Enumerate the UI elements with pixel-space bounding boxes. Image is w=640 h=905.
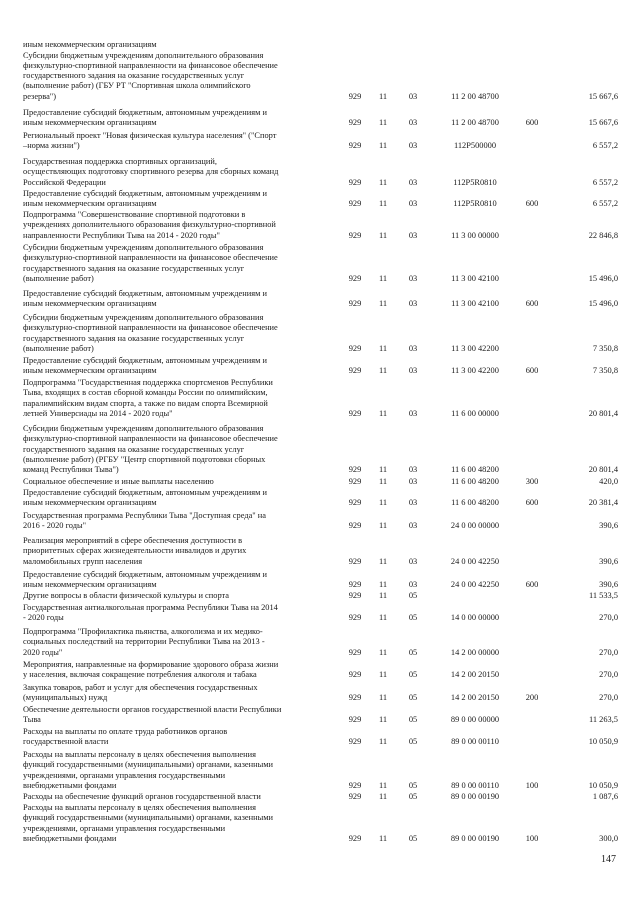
cell-pr: 03 bbox=[408, 477, 418, 486]
cell-sum: 22 846,8 bbox=[588, 230, 618, 240]
cell-sum: 20 801,4 bbox=[588, 465, 618, 474]
cell-sum: 390,6 bbox=[599, 556, 618, 566]
cell-csr: 24 0 00 00000 bbox=[450, 521, 500, 531]
cell-pr: 03 bbox=[408, 465, 418, 474]
cell-pr: 05 bbox=[408, 780, 418, 790]
cell-sum: 420,0 bbox=[599, 477, 618, 486]
cell-csr: 14 0 00 00000 bbox=[450, 613, 500, 623]
table-row bbox=[0, 243, 640, 284]
table-row bbox=[0, 660, 640, 681]
cell-pr: 03 bbox=[408, 91, 418, 101]
row-description: Субсидии бюджетным учреждениям дополнительного образования физкультурно-спортивной направленности на финансовое обеспечение государственного задания на оказание государственных услуг (выполнение работ) bbox=[23, 243, 278, 283]
row-description: Реализация мероприятий в сфере обеспечения доступности в приоритетных сферах жизнедеятельности инвалидов и других маломобильных групп населения bbox=[23, 536, 247, 566]
table-row bbox=[0, 627, 640, 658]
cell-vr: 600 bbox=[525, 299, 539, 309]
cell-ved: 929 bbox=[348, 715, 362, 725]
row-description: Региональный проект "Новая физическая культура населения" ("Спорт –норма жизни") bbox=[23, 131, 277, 151]
table-row bbox=[0, 108, 640, 129]
table-row bbox=[0, 424, 640, 475]
cell-csr: 11 3 00 42200 bbox=[451, 366, 499, 376]
cell-csr: 89 0 00 00190 bbox=[450, 833, 500, 843]
cell-pr: 05 bbox=[408, 737, 418, 747]
table-row bbox=[0, 705, 640, 726]
cell-sum: 15 667,6 bbox=[588, 118, 618, 128]
cell-csr: 11 3 00 00000 bbox=[451, 230, 499, 240]
cell-csr: 89 0 00 00110 bbox=[451, 780, 499, 790]
cell-sum: 11 533,5 bbox=[588, 591, 618, 600]
table-row bbox=[0, 792, 640, 802]
cell-vr: 600 bbox=[525, 366, 539, 376]
row-description: Социальное обеспечение и иные выплаты населению bbox=[23, 477, 214, 486]
cell-csr: 112P5R0810 bbox=[453, 177, 497, 187]
cell-rz: 11 bbox=[378, 408, 388, 418]
cell-ved: 929 bbox=[348, 273, 362, 283]
cell-ved: 929 bbox=[348, 199, 362, 209]
cell-vr: 200 bbox=[525, 693, 539, 703]
cell-pr: 03 bbox=[408, 366, 418, 376]
row-description: Предоставление субсидий бюджетным, автономным учреждениям и иным некоммерческим организациям bbox=[23, 488, 267, 508]
row-description: Государственная антиалкогольная программа Республики Тыва на 2014 - 2020 годы bbox=[23, 603, 278, 623]
cell-ved: 929 bbox=[348, 141, 362, 151]
cell-sum: 270,0 bbox=[599, 693, 618, 703]
cell-rz: 11 bbox=[378, 792, 388, 801]
cell-rz: 11 bbox=[378, 580, 388, 590]
row-description: Предоставление субсидий бюджетным, автономным учреждениям и иным некоммерческим организациям bbox=[23, 108, 267, 128]
row-description: Подпрограмма "Профилактика пьянства, алкоголизма и их медико- социальных последствий на территории Республики Тыва на 2013 - 2020 годы" bbox=[23, 627, 265, 657]
cell-rz: 11 bbox=[378, 299, 388, 309]
cell-pr: 03 bbox=[408, 498, 418, 508]
cell-pr: 03 bbox=[408, 299, 418, 309]
cell-rz: 11 bbox=[378, 780, 388, 790]
cell-ved: 929 bbox=[348, 792, 362, 801]
cell-csr: 14 2 00 20150 bbox=[450, 693, 500, 703]
cell-pr: 03 bbox=[408, 118, 418, 128]
cell-sum: 20 801,4 bbox=[588, 408, 618, 418]
table-row bbox=[0, 803, 640, 844]
cell-sum: 7 350,8 bbox=[592, 343, 618, 353]
cell-sum: 270,0 bbox=[599, 647, 618, 657]
cell-vr: 300 bbox=[525, 477, 539, 486]
cell-csr: 24 0 00 42250 bbox=[450, 580, 500, 590]
cell-pr: 03 bbox=[408, 556, 418, 566]
cell-pr: 05 bbox=[408, 613, 418, 623]
cell-pr: 05 bbox=[408, 693, 418, 703]
cell-rz: 11 bbox=[378, 670, 388, 680]
cell-ved: 929 bbox=[348, 230, 362, 240]
row-description: Предоставление субсидий бюджетным, автономным учреждениям и иным некоммерческим организациям bbox=[23, 570, 267, 590]
cell-csr: 11 3 00 42100 bbox=[451, 273, 499, 283]
table-row bbox=[0, 683, 640, 704]
cell-ved: 929 bbox=[348, 780, 362, 790]
cell-pr: 05 bbox=[408, 715, 418, 725]
cell-ved: 929 bbox=[348, 521, 362, 531]
cell-pr: 05 bbox=[408, 647, 418, 657]
cell-pr: 03 bbox=[408, 141, 418, 151]
cell-rz: 11 bbox=[378, 647, 388, 657]
page-number: 147 bbox=[601, 854, 616, 865]
cell-vr: 600 bbox=[525, 498, 539, 508]
cell-csr: 112P5R0810 bbox=[453, 199, 497, 209]
cell-rz: 11 bbox=[378, 91, 388, 101]
cell-rz: 11 bbox=[378, 591, 388, 600]
cell-pr: 03 bbox=[408, 580, 418, 590]
cell-vr: 600 bbox=[525, 118, 539, 128]
cell-sum: 15 496,0 bbox=[588, 299, 618, 309]
table-row bbox=[0, 727, 640, 748]
cell-rz: 11 bbox=[378, 715, 388, 725]
row-description: Подпрограмма "Совершенствование спортивной подготовки в учреждениях дополнительного образования физкультурно-спортивной направленности Республики Тыва на 2014 - 2020 годы" bbox=[23, 210, 276, 240]
cell-rz: 11 bbox=[378, 177, 388, 187]
cell-sum: 6 557,2 bbox=[592, 177, 618, 187]
cell-sum: 1 087,6 bbox=[592, 792, 618, 801]
cell-csr: 89 0 00 00110 bbox=[451, 737, 499, 747]
cell-ved: 929 bbox=[348, 465, 362, 474]
cell-rz: 11 bbox=[378, 118, 388, 128]
cell-ved: 929 bbox=[348, 647, 362, 657]
cell-rz: 11 bbox=[378, 273, 388, 283]
cell-rz: 11 bbox=[378, 693, 388, 703]
row-description: Закупка товаров, работ и услуг для обеспечения государственных (муниципальных) нужд bbox=[23, 683, 258, 703]
cell-sum: 270,0 bbox=[599, 613, 618, 623]
row-description: Субсидии бюджетным учреждениям дополнительного образования физкультурно-спортивной направленности на финансовое обеспечение государственного задания на оказание государственных услуг (выполнение работ) (ГБУ РТ "Спортивная школа олимпийского резерва") bbox=[23, 50, 278, 101]
row-description: Предоставление субсидий бюджетным, автономным учреждениям и иным некоммерческим организациям bbox=[23, 189, 267, 209]
cell-pr: 03 bbox=[408, 177, 418, 187]
cell-rz: 11 bbox=[378, 230, 388, 240]
table-row bbox=[0, 477, 640, 487]
cell-pr: 03 bbox=[408, 343, 418, 353]
cell-ved: 929 bbox=[348, 498, 362, 508]
cell-sum: 10 050,9 bbox=[588, 737, 618, 747]
cell-ved: 929 bbox=[348, 556, 362, 566]
row-description: Государственная программа Республики Тыва "Доступная среда" на 2016 - 2020 годы" bbox=[23, 511, 267, 531]
cell-ved: 929 bbox=[348, 343, 362, 353]
cell-pr: 05 bbox=[408, 833, 418, 843]
cell-vr: 600 bbox=[525, 580, 539, 590]
cell-csr: 11 6 00 48200 bbox=[451, 498, 499, 508]
cell-rz: 11 bbox=[378, 366, 388, 376]
row-description: Расходы на обеспечение функций органов государственной власти bbox=[23, 792, 261, 801]
cell-csr: 11 6 00 48200 bbox=[451, 477, 499, 486]
cell-pr: 03 bbox=[408, 408, 418, 418]
table-row bbox=[0, 157, 640, 188]
cell-sum: 15 667,6 bbox=[588, 91, 618, 101]
cell-ved: 929 bbox=[348, 118, 362, 128]
table-row bbox=[0, 40, 640, 50]
cell-vr: 100 bbox=[525, 833, 539, 843]
cell-pr: 03 bbox=[408, 230, 418, 240]
cell-csr: 14 2 00 00000 bbox=[450, 647, 500, 657]
cell-ved: 929 bbox=[348, 299, 362, 309]
cell-ved: 929 bbox=[348, 670, 362, 680]
row-description: Подпрограмма "Государственная поддержка спортсменов Республики Тыва, входящих в состав сборной команды России по олимпийским, паралимпийским видам спорта, а также по видам спорта Всемирной летней Универсиады на 2014 - 2020 годы" bbox=[23, 378, 273, 418]
cell-sum: 390,6 bbox=[599, 580, 618, 590]
cell-vr: 100 bbox=[525, 780, 539, 790]
cell-sum: 390,6 bbox=[599, 521, 618, 531]
cell-sum: 300,0 bbox=[599, 833, 618, 843]
row-description: Расходы на выплаты по оплате труда работников органов государственной власти bbox=[23, 727, 228, 747]
table-row bbox=[0, 289, 640, 310]
cell-ved: 929 bbox=[348, 580, 362, 590]
cell-pr: 05 bbox=[408, 670, 418, 680]
row-description: Другие вопросы в области физической культуры и спорта bbox=[23, 591, 230, 600]
cell-vr: 600 bbox=[525, 199, 539, 209]
cell-sum: 20 381,4 bbox=[588, 498, 618, 508]
cell-sum: 11 263,5 bbox=[588, 715, 618, 725]
cell-rz: 11 bbox=[378, 833, 388, 843]
cell-csr: 11 3 00 42200 bbox=[451, 343, 499, 353]
table-row bbox=[0, 189, 640, 210]
row-description: Предоставление субсидий бюджетным, автономным учреждениям и иным некоммерческим организациям bbox=[23, 356, 267, 376]
cell-sum: 15 496,0 bbox=[588, 273, 618, 283]
table-row bbox=[0, 356, 640, 377]
cell-csr: 89 0 00 00190 bbox=[450, 792, 500, 801]
table-row bbox=[0, 51, 640, 102]
cell-rz: 11 bbox=[378, 141, 388, 151]
cell-sum: 6 557,2 bbox=[592, 199, 618, 209]
cell-csr: 11 2 00 48700 bbox=[451, 91, 499, 101]
cell-csr: 11 6 00 00000 bbox=[451, 408, 499, 418]
row-description: Расходы на выплаты персоналу в целях обеспечения выполнения функций государственными (муниципальными) органами, казенными учреждениями, органами управления государственными внебюджетными фондами bbox=[23, 750, 274, 790]
table-row bbox=[0, 511, 640, 532]
cell-csr: 14 2 00 20150 bbox=[450, 670, 500, 680]
cell-ved: 929 bbox=[348, 366, 362, 376]
cell-pr: 05 bbox=[408, 591, 418, 600]
table-row bbox=[0, 131, 640, 152]
table-row bbox=[0, 536, 640, 567]
cell-ved: 929 bbox=[348, 613, 362, 623]
cell-ved: 929 bbox=[348, 737, 362, 747]
cell-pr: 03 bbox=[408, 521, 418, 531]
cell-pr: 03 bbox=[408, 273, 418, 283]
cell-ved: 929 bbox=[348, 477, 362, 486]
cell-rz: 11 bbox=[378, 199, 388, 209]
table-row bbox=[0, 750, 640, 791]
cell-csr: 11 6 00 48200 bbox=[451, 465, 499, 474]
cell-sum: 7 350,8 bbox=[592, 366, 618, 376]
cell-rz: 11 bbox=[378, 477, 388, 486]
table-row bbox=[0, 488, 640, 509]
cell-csr: 89 0 00 00000 bbox=[450, 715, 500, 725]
row-description: Расходы на выплаты персоналу в целях обеспечения выполнения функций государственными (муниципальными) органами, казенными учреждениями, органами управления государственными внебюджетными фондами bbox=[23, 803, 274, 843]
cell-ved: 929 bbox=[348, 91, 362, 101]
cell-ved: 929 bbox=[348, 177, 362, 187]
table-row bbox=[0, 603, 640, 624]
cell-pr: 05 bbox=[408, 792, 418, 801]
table-row bbox=[0, 570, 640, 591]
row-description: Обеспечение деятельности органов государственной власти Республики Тыва bbox=[23, 705, 282, 725]
cell-ved: 929 bbox=[348, 833, 362, 843]
table-row bbox=[0, 210, 640, 241]
cell-csr: 11 3 00 42100 bbox=[451, 299, 499, 309]
row-description: Мероприятия, направленные на формирование здорового образа жизни у населения, включая сокращение потребления алкоголя и табака bbox=[23, 660, 279, 680]
table-row bbox=[0, 378, 640, 419]
cell-rz: 11 bbox=[378, 556, 388, 566]
cell-csr: 11 2 00 48700 bbox=[451, 118, 499, 128]
row-description: иным некоммерческим организациям bbox=[23, 40, 157, 49]
cell-csr: 112P500000 bbox=[453, 141, 497, 151]
row-description: Субсидии бюджетным учреждениям дополнительного образования физкультурно-спортивной направленности на финансовое обеспечение государственного задания на оказание государственных услуг (выполнение работ) bbox=[23, 313, 278, 353]
cell-ved: 929 bbox=[348, 408, 362, 418]
cell-sum: 6 557,2 bbox=[592, 141, 618, 151]
cell-ved: 929 bbox=[348, 591, 362, 600]
cell-rz: 11 bbox=[378, 521, 388, 531]
cell-sum: 10 050,9 bbox=[588, 780, 618, 790]
cell-ved: 929 bbox=[348, 693, 362, 703]
cell-rz: 11 bbox=[378, 737, 388, 747]
row-description: Государственная поддержка спортивных организаций, осуществляющих подготовку спортивного резерва для сборных команд Российской Федерации bbox=[23, 157, 279, 187]
cell-rz: 11 bbox=[378, 465, 388, 474]
table-row bbox=[0, 591, 640, 601]
table-row bbox=[0, 313, 640, 354]
row-description: Субсидии бюджетным учреждениям дополнительного образования физкультурно-спортивной направленности на финансовое обеспечение государственного задания на оказание государственных услуг (выполнение работ) (РГБУ "Центр спортивной подготовки сборных команд Республики Тыва") bbox=[23, 424, 278, 474]
cell-rz: 11 bbox=[378, 343, 388, 353]
cell-rz: 11 bbox=[378, 498, 388, 508]
cell-sum: 270,0 bbox=[599, 670, 618, 680]
row-description: Предоставление субсидий бюджетным, автономным учреждениям и иным некоммерческим организациям bbox=[23, 289, 267, 309]
cell-rz: 11 bbox=[378, 613, 388, 623]
cell-pr: 03 bbox=[408, 199, 418, 209]
cell-csr: 24 0 00 42250 bbox=[450, 556, 500, 566]
